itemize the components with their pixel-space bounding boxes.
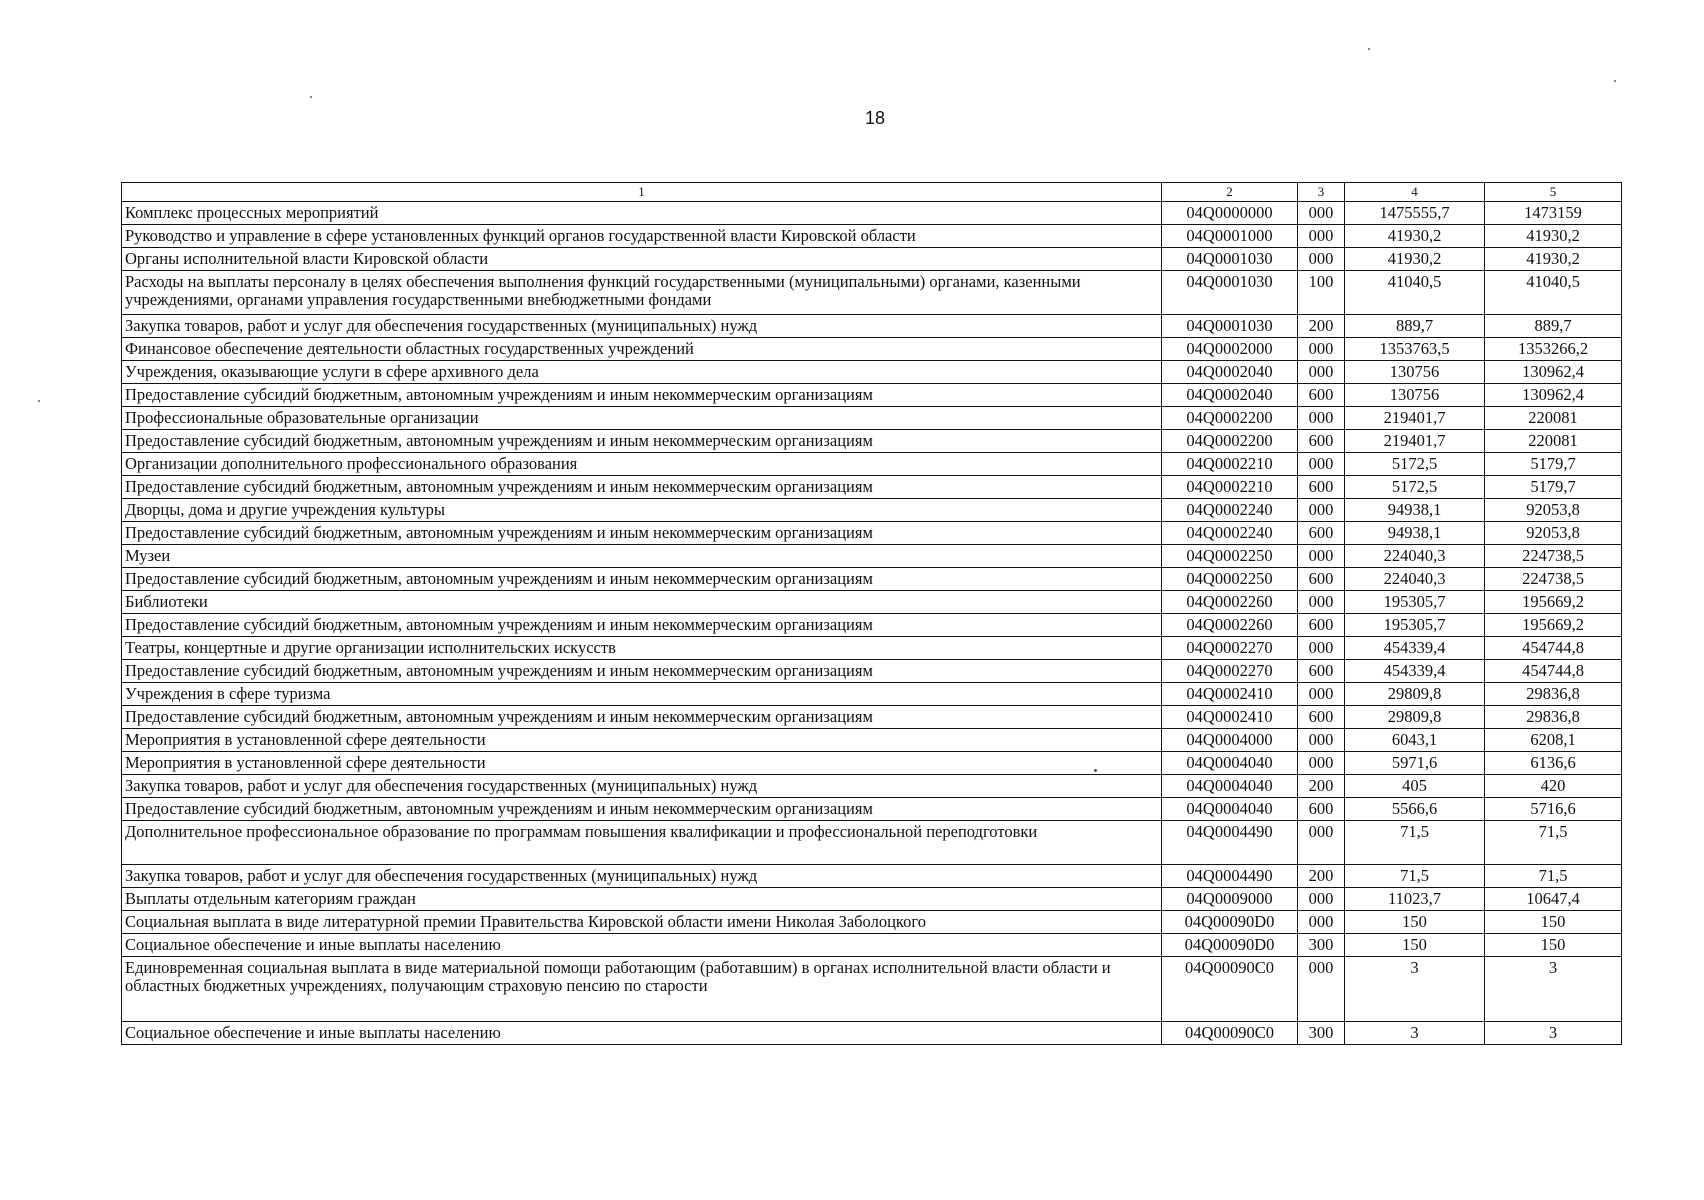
row-value-col4: 6043,1 [1345, 729, 1485, 752]
row-type-cell: 600 [1298, 614, 1345, 637]
row-name-cell: Единовременная социальная выплата в виде материальной помощи работающим (работавшим) в органах исполнительной власти области и областных бюджетных учреждениях, получающим страховую пенсию по старости [122, 957, 1162, 1022]
row-type-cell: 600 [1298, 568, 1345, 591]
row-code-cell: 04Q0000000 [1162, 202, 1298, 225]
row-value-col4: 41040,5 [1345, 271, 1485, 315]
table-row [122, 545, 1622, 568]
scan-speck [1614, 80, 1616, 82]
row-code-cell: 04Q0002240 [1162, 522, 1298, 545]
table-row [122, 591, 1622, 614]
row-value-col5: 10647,4 [1485, 888, 1622, 911]
column-header: 5 [1485, 183, 1622, 202]
row-type-cell: 000 [1298, 407, 1345, 430]
row-type-cell: 000 [1298, 225, 1345, 248]
row-name-cell: Учреждения, оказывающие услуги в сфере архивного дела [122, 361, 1162, 384]
row-code-cell: 04Q0002200 [1162, 430, 1298, 453]
header-row [122, 183, 1622, 202]
row-code-cell: 04Q0001030 [1162, 315, 1298, 338]
row-code-cell: 04Q0004040 [1162, 752, 1298, 775]
row-name-cell: Мероприятия в установленной сфере деятельности [122, 729, 1162, 752]
table-body [122, 202, 1622, 1045]
row-code-cell: 04Q0004040 [1162, 775, 1298, 798]
row-value-col4: 219401,7 [1345, 430, 1485, 453]
table-row [122, 660, 1622, 683]
row-value-col4: 71,5 [1345, 821, 1485, 865]
table-row [122, 957, 1622, 1022]
row-code-cell: 04Q00090D0 [1162, 934, 1298, 957]
scan-speck [1368, 48, 1370, 50]
table-row [122, 888, 1622, 911]
row-code-cell: 04Q0001000 [1162, 225, 1298, 248]
row-value-col5: 454744,8 [1485, 660, 1622, 683]
row-code-cell: 04Q0002240 [1162, 499, 1298, 522]
row-name-cell: Расходы на выплаты персоналу в целях обеспечения выполнения функций государственными (муниципальными) органами, казенными учреждениями, органами управления государственными внебюджетными фондами [122, 271, 1162, 315]
table-row [122, 934, 1622, 957]
table-row [122, 568, 1622, 591]
row-name-cell: Выплаты отдельным категориям граждан [122, 888, 1162, 911]
column-header: 4 [1345, 183, 1485, 202]
row-type-cell: 100 [1298, 271, 1345, 315]
row-value-col5: 41930,2 [1485, 225, 1622, 248]
table-row [122, 911, 1622, 934]
row-type-cell: 000 [1298, 821, 1345, 865]
row-name-cell: Предоставление субсидий бюджетным, автономным учреждениям и иным некоммерческим организациям [122, 430, 1162, 453]
table-row [122, 202, 1622, 225]
column-header: 3 [1298, 183, 1345, 202]
row-type-cell: 600 [1298, 430, 1345, 453]
row-value-col4: 1475555,7 [1345, 202, 1485, 225]
table-row [122, 775, 1622, 798]
row-value-col4: 130756 [1345, 361, 1485, 384]
table-row [122, 430, 1622, 453]
table-row [122, 706, 1622, 729]
row-type-cell: 000 [1298, 202, 1345, 225]
row-value-col4: 219401,7 [1345, 407, 1485, 430]
row-value-col5: 1353266,2 [1485, 338, 1622, 361]
row-value-col5: 150 [1485, 911, 1622, 934]
row-name-cell: Предоставление субсидий бюджетным, автономным учреждениям и иным некоммерческим организациям [122, 798, 1162, 821]
row-value-col4: 5566,6 [1345, 798, 1485, 821]
row-value-col5: 195669,2 [1485, 614, 1622, 637]
row-value-col4: 454339,4 [1345, 637, 1485, 660]
row-value-col4: 71,5 [1345, 865, 1485, 888]
row-name-cell: Органы исполнительной власти Кировской области [122, 248, 1162, 271]
row-name-cell: Предоставление субсидий бюджетным, автономным учреждениям и иным некоммерческим организациям [122, 384, 1162, 407]
row-value-col4: 130756 [1345, 384, 1485, 407]
row-type-cell: 000 [1298, 361, 1345, 384]
row-value-col4: 150 [1345, 911, 1485, 934]
row-code-cell: 04Q0002250 [1162, 545, 1298, 568]
row-value-col4: 889,7 [1345, 315, 1485, 338]
budget-table-container [121, 182, 1622, 1045]
row-value-col5: 41930,2 [1485, 248, 1622, 271]
table-row [122, 522, 1622, 545]
row-value-col5: 150 [1485, 934, 1622, 957]
row-value-col5: 130962,4 [1485, 384, 1622, 407]
table-row [122, 683, 1622, 706]
table-row [122, 407, 1622, 430]
row-name-cell: Дополнительное профессиональное образование по программам повышения квалификации и профессиональной переподготовки [122, 821, 1162, 865]
table-row [122, 361, 1622, 384]
row-value-col4: 5172,5 [1345, 476, 1485, 499]
table-row [122, 865, 1622, 888]
row-type-cell: 600 [1298, 384, 1345, 407]
row-value-col4: 195305,7 [1345, 591, 1485, 614]
row-name-cell: Социальное обеспечение и иные выплаты населению [122, 934, 1162, 957]
column-header: 1 [122, 183, 1162, 202]
row-name-cell: Предоставление субсидий бюджетным, автономным учреждениям и иным некоммерческим организациям [122, 476, 1162, 499]
row-type-cell: 000 [1298, 683, 1345, 706]
row-type-cell: 200 [1298, 775, 1345, 798]
row-name-cell: Закупка товаров, работ и услуг для обеспечения государственных (муниципальных) нужд [122, 775, 1162, 798]
row-value-col5: 220081 [1485, 407, 1622, 430]
row-type-cell: 000 [1298, 957, 1345, 1022]
row-name-cell: Социальная выплата в виде литературной премии Правительства Кировской области имени Николая Заболоцкого [122, 911, 1162, 934]
table-row [122, 729, 1622, 752]
row-name-cell: Комплекс процессных мероприятий [122, 202, 1162, 225]
row-code-cell: 04Q0004040 [1162, 798, 1298, 821]
row-code-cell: 04Q0002270 [1162, 637, 1298, 660]
row-code-cell: 04Q0004000 [1162, 729, 1298, 752]
table-row [122, 384, 1622, 407]
row-type-cell: 300 [1298, 1022, 1345, 1045]
row-value-col4: 195305,7 [1345, 614, 1485, 637]
row-value-col4: 1353763,5 [1345, 338, 1485, 361]
scan-speck [310, 96, 312, 98]
scan-speck [38, 400, 40, 402]
row-value-col5: 41040,5 [1485, 271, 1622, 315]
row-code-cell: 04Q0004490 [1162, 865, 1298, 888]
row-code-cell: 04Q0001030 [1162, 271, 1298, 315]
row-value-col4: 29809,8 [1345, 706, 1485, 729]
row-type-cell: 200 [1298, 315, 1345, 338]
row-value-col5: 92053,8 [1485, 499, 1622, 522]
row-value-col5: 3 [1485, 1022, 1622, 1045]
row-name-cell: Закупка товаров, работ и услуг для обеспечения государственных (муниципальных) нужд [122, 865, 1162, 888]
row-value-col4: 5971,6 [1345, 752, 1485, 775]
row-code-cell: 04Q0002260 [1162, 614, 1298, 637]
row-name-cell: Профессиональные образовательные организации [122, 407, 1162, 430]
row-name-cell: Дворцы, дома и другие учреждения культуры [122, 499, 1162, 522]
row-value-col4: 224040,3 [1345, 545, 1485, 568]
row-name-cell: Предоставление субсидий бюджетным, автономным учреждениям и иным некоммерческим организациям [122, 522, 1162, 545]
table-row [122, 476, 1622, 499]
row-type-cell: 600 [1298, 798, 1345, 821]
row-name-cell: Театры, концертные и другие организации исполнительских искусств [122, 637, 1162, 660]
row-value-col5: 5179,7 [1485, 476, 1622, 499]
row-name-cell: Закупка товаров, работ и услуг для обеспечения государственных (муниципальных) нужд [122, 315, 1162, 338]
row-type-cell: 000 [1298, 752, 1345, 775]
row-type-cell: 000 [1298, 911, 1345, 934]
row-value-col4: 224040,3 [1345, 568, 1485, 591]
row-type-cell: 000 [1298, 637, 1345, 660]
row-code-cell: 04Q00090C0 [1162, 1022, 1298, 1045]
table-row [122, 614, 1622, 637]
row-value-col5: 130962,4 [1485, 361, 1622, 384]
row-code-cell: 04Q00090C0 [1162, 957, 1298, 1022]
row-name-cell: Музеи [122, 545, 1162, 568]
row-name-cell: Предоставление субсидий бюджетным, автономным учреждениям и иным некоммерческим организациям [122, 660, 1162, 683]
row-value-col5: 3 [1485, 957, 1622, 1022]
row-value-col5: 224738,5 [1485, 568, 1622, 591]
row-name-cell: Библиотеки [122, 591, 1162, 614]
table-row [122, 499, 1622, 522]
row-code-cell: 04Q0002000 [1162, 338, 1298, 361]
table-row [122, 315, 1622, 338]
row-value-col5: 29836,8 [1485, 683, 1622, 706]
row-value-col5: 5179,7 [1485, 453, 1622, 476]
row-code-cell: 04Q0002250 [1162, 568, 1298, 591]
table-row [122, 1022, 1622, 1045]
row-type-cell: 000 [1298, 499, 1345, 522]
row-value-col4: 41930,2 [1345, 225, 1485, 248]
row-value-col5: 420 [1485, 775, 1622, 798]
row-value-col4: 3 [1345, 957, 1485, 1022]
row-type-cell: 000 [1298, 453, 1345, 476]
row-type-cell: 600 [1298, 522, 1345, 545]
row-value-col5: 71,5 [1485, 821, 1622, 865]
row-code-cell: 04Q0002210 [1162, 476, 1298, 499]
row-code-cell: 04Q0002210 [1162, 453, 1298, 476]
row-type-cell: 000 [1298, 338, 1345, 361]
table-row [122, 752, 1622, 775]
row-type-cell: 000 [1298, 591, 1345, 614]
scan-speck [1094, 769, 1097, 772]
table-row [122, 248, 1622, 271]
row-name-cell: Финансовое обеспечение деятельности областных государственных учреждений [122, 338, 1162, 361]
row-name-cell: Мероприятия в установленной сфере деятельности [122, 752, 1162, 775]
row-type-cell: 000 [1298, 545, 1345, 568]
row-name-cell: Предоставление субсидий бюджетным, автономным учреждениям и иным некоммерческим организациям [122, 614, 1162, 637]
row-type-cell: 000 [1298, 729, 1345, 752]
row-value-col5: 1473159 [1485, 202, 1622, 225]
row-name-cell: Учреждения в сфере туризма [122, 683, 1162, 706]
row-value-col4: 29809,8 [1345, 683, 1485, 706]
row-value-col5: 889,7 [1485, 315, 1622, 338]
row-type-cell: 600 [1298, 706, 1345, 729]
row-type-cell: 200 [1298, 865, 1345, 888]
table-row [122, 453, 1622, 476]
table-row [122, 271, 1622, 315]
table-row [122, 225, 1622, 248]
column-header: 2 [1162, 183, 1298, 202]
row-value-col4: 94938,1 [1345, 499, 1485, 522]
row-type-cell: 300 [1298, 934, 1345, 957]
row-code-cell: 04Q0002410 [1162, 706, 1298, 729]
row-value-col5: 6136,6 [1485, 752, 1622, 775]
row-type-cell: 600 [1298, 476, 1345, 499]
table-row [122, 821, 1622, 865]
row-value-col4: 11023,7 [1345, 888, 1485, 911]
table-row [122, 338, 1622, 361]
row-type-cell: 000 [1298, 248, 1345, 271]
row-type-cell: 600 [1298, 660, 1345, 683]
row-value-col5: 195669,2 [1485, 591, 1622, 614]
row-value-col5: 5716,6 [1485, 798, 1622, 821]
row-value-col4: 454339,4 [1345, 660, 1485, 683]
row-name-cell: Предоставление субсидий бюджетным, автономным учреждениям и иным некоммерческим организациям [122, 568, 1162, 591]
row-name-cell: Организации дополнительного профессионального образования [122, 453, 1162, 476]
row-value-col4: 405 [1345, 775, 1485, 798]
row-type-cell: 000 [1298, 888, 1345, 911]
row-value-col4: 94938,1 [1345, 522, 1485, 545]
row-code-cell: 04Q0002260 [1162, 591, 1298, 614]
row-value-col5: 71,5 [1485, 865, 1622, 888]
row-value-col5: 29836,8 [1485, 706, 1622, 729]
row-code-cell: 04Q0002040 [1162, 361, 1298, 384]
page-number: 18 [864, 108, 886, 128]
row-code-cell: 04Q0004490 [1162, 821, 1298, 865]
row-code-cell: 04Q0002270 [1162, 660, 1298, 683]
row-name-cell: Предоставление субсидий бюджетным, автономным учреждениям и иным некоммерческим организациям [122, 706, 1162, 729]
row-code-cell: 04Q00090D0 [1162, 911, 1298, 934]
row-code-cell: 04Q0002410 [1162, 683, 1298, 706]
table-row [122, 798, 1622, 821]
row-name-cell: Руководство и управление в сфере установленных функций органов государственной власти Кировской области [122, 225, 1162, 248]
budget-table [121, 182, 1622, 1045]
row-value-col5: 92053,8 [1485, 522, 1622, 545]
row-value-col4: 41930,2 [1345, 248, 1485, 271]
row-code-cell: 04Q0002040 [1162, 384, 1298, 407]
row-value-col5: 454744,8 [1485, 637, 1622, 660]
row-value-col4: 5172,5 [1345, 453, 1485, 476]
row-value-col5: 224738,5 [1485, 545, 1622, 568]
row-name-cell: Социальное обеспечение и иные выплаты населению [122, 1022, 1162, 1045]
row-code-cell: 04Q0002200 [1162, 407, 1298, 430]
row-code-cell: 04Q0001030 [1162, 248, 1298, 271]
row-value-col5: 220081 [1485, 430, 1622, 453]
table-row [122, 637, 1622, 660]
row-code-cell: 04Q0009000 [1162, 888, 1298, 911]
row-value-col4: 3 [1345, 1022, 1485, 1045]
row-value-col5: 6208,1 [1485, 729, 1622, 752]
row-value-col4: 150 [1345, 934, 1485, 957]
